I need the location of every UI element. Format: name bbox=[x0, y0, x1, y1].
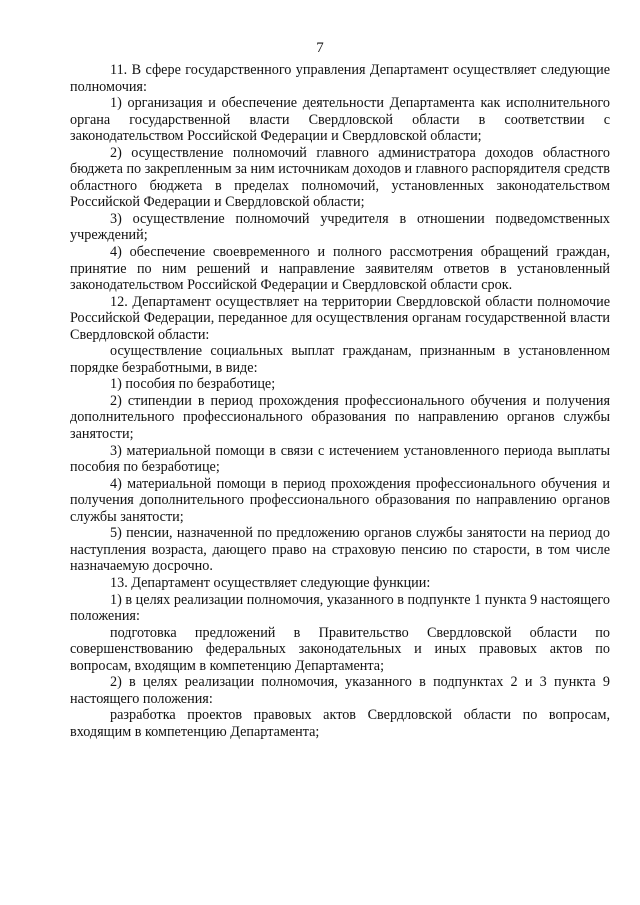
paragraph: 11. В сфере государственного управления Департамент осуществляет следующие полномочия: bbox=[70, 62, 610, 95]
paragraph: осуществление социальных выплат гражданам, признанным в установленном порядке безработными, в виде: bbox=[70, 343, 610, 376]
paragraph: 2) в целях реализации полномочия, указанного в подпунктах 2 и 3 пункта 9 настоящего положения: bbox=[70, 674, 610, 707]
paragraph: 12. Департамент осуществляет на территории Свердловской области полномочие Российской Федерации, переданное для осуществления органам государственной власти Свердловской области: bbox=[70, 293, 610, 343]
paragraph: подготовка предложений в Правительство Свердловской области по совершенствованию федеральных законодательных и иных правовых актов по вопросам, входящим в компетенцию Департамента; bbox=[70, 624, 610, 674]
paragraph: 1) в целях реализации полномочия, указанного в подпункте 1 пункта 9 настоящего положения: bbox=[70, 591, 610, 625]
paragraph: 3) осуществление полномочий учредителя в отношении подведомственных учреждений; bbox=[70, 210, 610, 244]
paragraph: 1) пособия по безработице; bbox=[110, 376, 276, 393]
page-number: 7 bbox=[316, 40, 324, 56]
paragraph: 2) стипендии в период прохождения профессионального обучения и получения дополнительного профессионального образования по направлению органов службы занятости; bbox=[70, 392, 610, 443]
paragraph: 4) материальной помощи в период прохождения профессионального обучения и получения дополнительного профессионального образования по направлению органов службы занятости; bbox=[70, 475, 610, 525]
paragraph: 13. Департамент осуществляет следующие функции: bbox=[110, 574, 431, 591]
paragraph: 1) организация и обеспечение деятельности Департамента как исполнительного органа государственной власти Свердловской области в соответствии с законодательством Российской Федерации и Свердловской области; bbox=[70, 95, 610, 145]
paragraph: 2) осуществление полномочий главного администратора доходов областного бюджета по закрепленным за ним источникам доходов и главного распорядителя средств областного бюджета в пределах полномочий, установленных законодательством Российской Федерации и Свердловской области; bbox=[70, 144, 610, 211]
paragraph: разработка проектов правовых актов Свердловской области по вопросам, входящим в компетенцию Департамента; bbox=[70, 707, 610, 740]
document-body bbox=[70, 62, 610, 740]
paragraph: 3) материальной помощи в связи с истечением установленного периода выплаты пособия по безработице; bbox=[70, 442, 610, 476]
paragraph: 4) обеспечение своевременного и полного рассмотрения обращений граждан, принятие по ним решений и направление заявителям ответов в установленный законодательством Российской Федерации и Свердловской области срок. bbox=[70, 244, 610, 294]
paragraph: 5) пенсии, назначенной по предложению органов службы занятости на период до наступления возраста, дающего право на страховую пенсию по старости, в том числе назначаемую досрочно. bbox=[70, 525, 610, 575]
